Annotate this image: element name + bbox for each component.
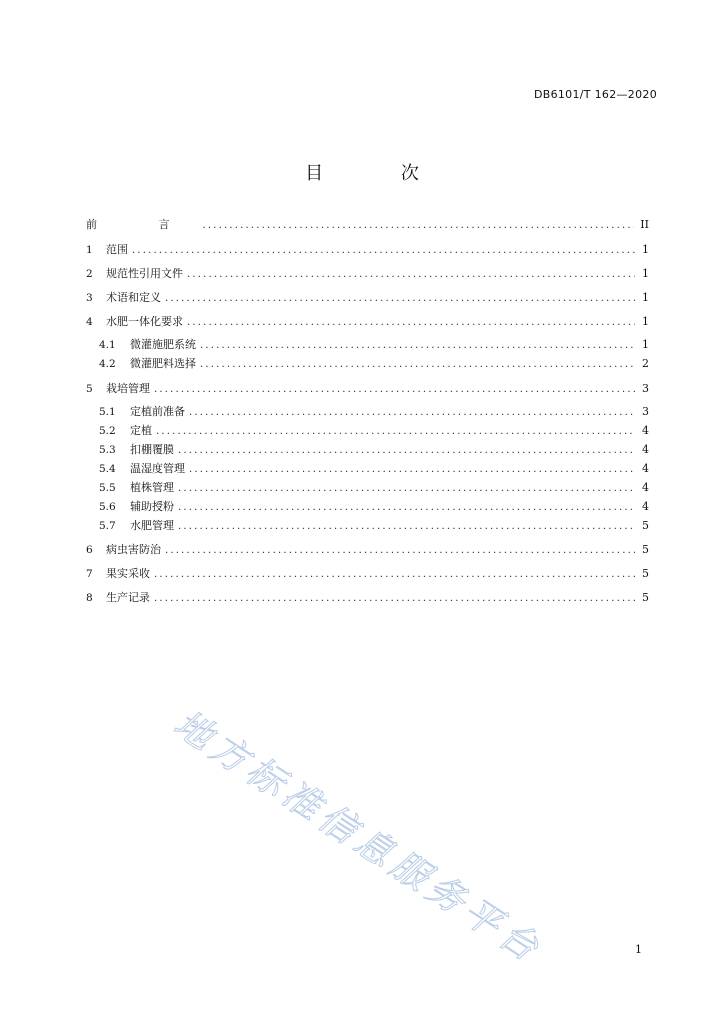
- toc-entry-page: 1: [642, 291, 649, 304]
- toc-entry-5-4[interactable]: [99, 460, 649, 478]
- toc-entry-5-5[interactable]: [99, 479, 649, 497]
- dot-leader: [203, 217, 635, 235]
- dot-leader: [200, 337, 635, 355]
- dot-leader: [189, 404, 635, 422]
- toc-entry-page: 3: [642, 382, 649, 395]
- toc-entry-7[interactable]: [86, 565, 649, 583]
- toc-entry-4-1[interactable]: [99, 336, 649, 354]
- dot-leader: [200, 356, 635, 374]
- toc-entry-page: 5: [642, 543, 649, 556]
- dot-leader: [178, 442, 635, 460]
- toc-entry-foreword[interactable]: [86, 216, 649, 234]
- toc-entry-page: 5: [642, 519, 649, 532]
- toc-entry-text: 果实采收: [106, 567, 150, 580]
- toc-entry-number: 1: [86, 244, 93, 256]
- toc-entry-number: 3: [86, 292, 93, 304]
- toc-entry-number: 5.6: [99, 501, 116, 513]
- toc-entry-page: 5: [642, 567, 649, 580]
- dot-leader: [178, 518, 635, 536]
- toc-entry-text: 水肥管理: [130, 519, 174, 532]
- toc-entry-text: 生产记录: [106, 591, 150, 604]
- toc-entry-5-2[interactable]: [99, 422, 649, 440]
- toc-entry-text: 栽培管理: [106, 382, 150, 395]
- toc-entry-number: 5.5: [99, 482, 116, 494]
- dot-leader: [132, 242, 635, 260]
- toc-entry-text: 术语和定义: [106, 291, 161, 304]
- toc-entry-1[interactable]: [86, 241, 649, 259]
- toc-entry-number: 5.4: [99, 463, 116, 475]
- toc-entry-text: 水肥一体化要求: [106, 315, 183, 328]
- dot-leader: [187, 266, 635, 284]
- toc-entry-page: 4: [642, 424, 649, 437]
- toc-title: 目 次: [305, 163, 455, 184]
- document-code: DB6101/T 162—2020: [533, 88, 657, 101]
- toc-entry-page: 1: [642, 267, 649, 280]
- toc-entry-page: 4: [642, 481, 649, 494]
- toc-entry-number: 8: [86, 592, 93, 604]
- dot-leader: [178, 480, 635, 498]
- toc-entry-number: 6: [86, 544, 93, 556]
- toc-entry-page: 4: [642, 462, 649, 475]
- toc-entry-page: 2: [642, 357, 649, 370]
- toc-entry-text: 植株管理: [130, 481, 174, 494]
- toc-entry-text: 微灌施肥系统: [130, 338, 196, 351]
- toc-entry-text: 规范性引用文件: [106, 267, 183, 280]
- dot-leader: [165, 290, 635, 308]
- toc-entry-number: 2: [86, 268, 93, 280]
- dot-leader: [187, 314, 635, 332]
- dot-leader: [165, 542, 635, 560]
- toc-entry-page: 5: [642, 591, 649, 604]
- toc-entry-text: 前 言: [86, 218, 199, 231]
- toc-entry-number: 7: [86, 568, 93, 580]
- toc-entry-number: 5: [86, 383, 93, 395]
- toc-entry-number: 4.2: [99, 358, 116, 370]
- toc-entry-text: 病虫害防治: [106, 543, 161, 556]
- toc-entry-text: 定植: [130, 424, 152, 437]
- toc-entry-page: 4: [642, 500, 649, 513]
- toc-entry-5-3[interactable]: [99, 441, 649, 459]
- dot-leader: [154, 381, 635, 399]
- toc-entry-5-6[interactable]: [99, 498, 649, 516]
- page-number: 1: [635, 943, 642, 956]
- toc-entry-page: II: [640, 218, 649, 231]
- toc-entry-8[interactable]: [86, 589, 649, 607]
- toc-entry-text: 范围: [106, 243, 128, 256]
- toc-entry-4-2[interactable]: [99, 355, 649, 373]
- dot-leader: [154, 590, 635, 608]
- dot-leader: [156, 423, 635, 441]
- dot-leader: [189, 461, 635, 479]
- toc-entry-text: 定植前准备: [130, 405, 185, 418]
- toc-entry-number: 4.1: [99, 339, 116, 351]
- toc-entry-text: 扣棚覆膜: [130, 443, 174, 456]
- toc-entry-5-1[interactable]: [99, 403, 649, 421]
- toc-entry-2[interactable]: [86, 265, 649, 283]
- toc-entry-3[interactable]: [86, 289, 649, 307]
- toc-entry-text: 微灌肥料选择: [130, 357, 196, 370]
- toc-entry-6[interactable]: [86, 541, 649, 559]
- toc-entry-text: 温湿度管理: [130, 462, 185, 475]
- toc-entry-5[interactable]: [86, 380, 649, 398]
- toc-entry-number: 5.2: [99, 425, 116, 437]
- toc-entry-page: 1: [642, 338, 649, 351]
- toc-entry-number: 5.3: [99, 444, 116, 456]
- toc-entry-5-7[interactable]: [99, 517, 649, 535]
- toc-entry-number: 5.7: [99, 520, 116, 532]
- toc-entry-4[interactable]: [86, 313, 649, 331]
- dot-leader: [154, 566, 635, 584]
- toc-entry-text: 辅助授粉: [130, 500, 174, 513]
- toc-entry-number: 4: [86, 316, 93, 328]
- toc-entry-page: 3: [642, 405, 649, 418]
- toc-entry-page: 1: [642, 243, 649, 256]
- watermark-text: 地方标准信息服务平台: [166, 701, 551, 973]
- toc-entry-page: 4: [642, 443, 649, 456]
- toc-entry-page: 1: [642, 315, 649, 328]
- toc-entry-number: 5.1: [99, 406, 116, 418]
- dot-leader: [178, 499, 635, 517]
